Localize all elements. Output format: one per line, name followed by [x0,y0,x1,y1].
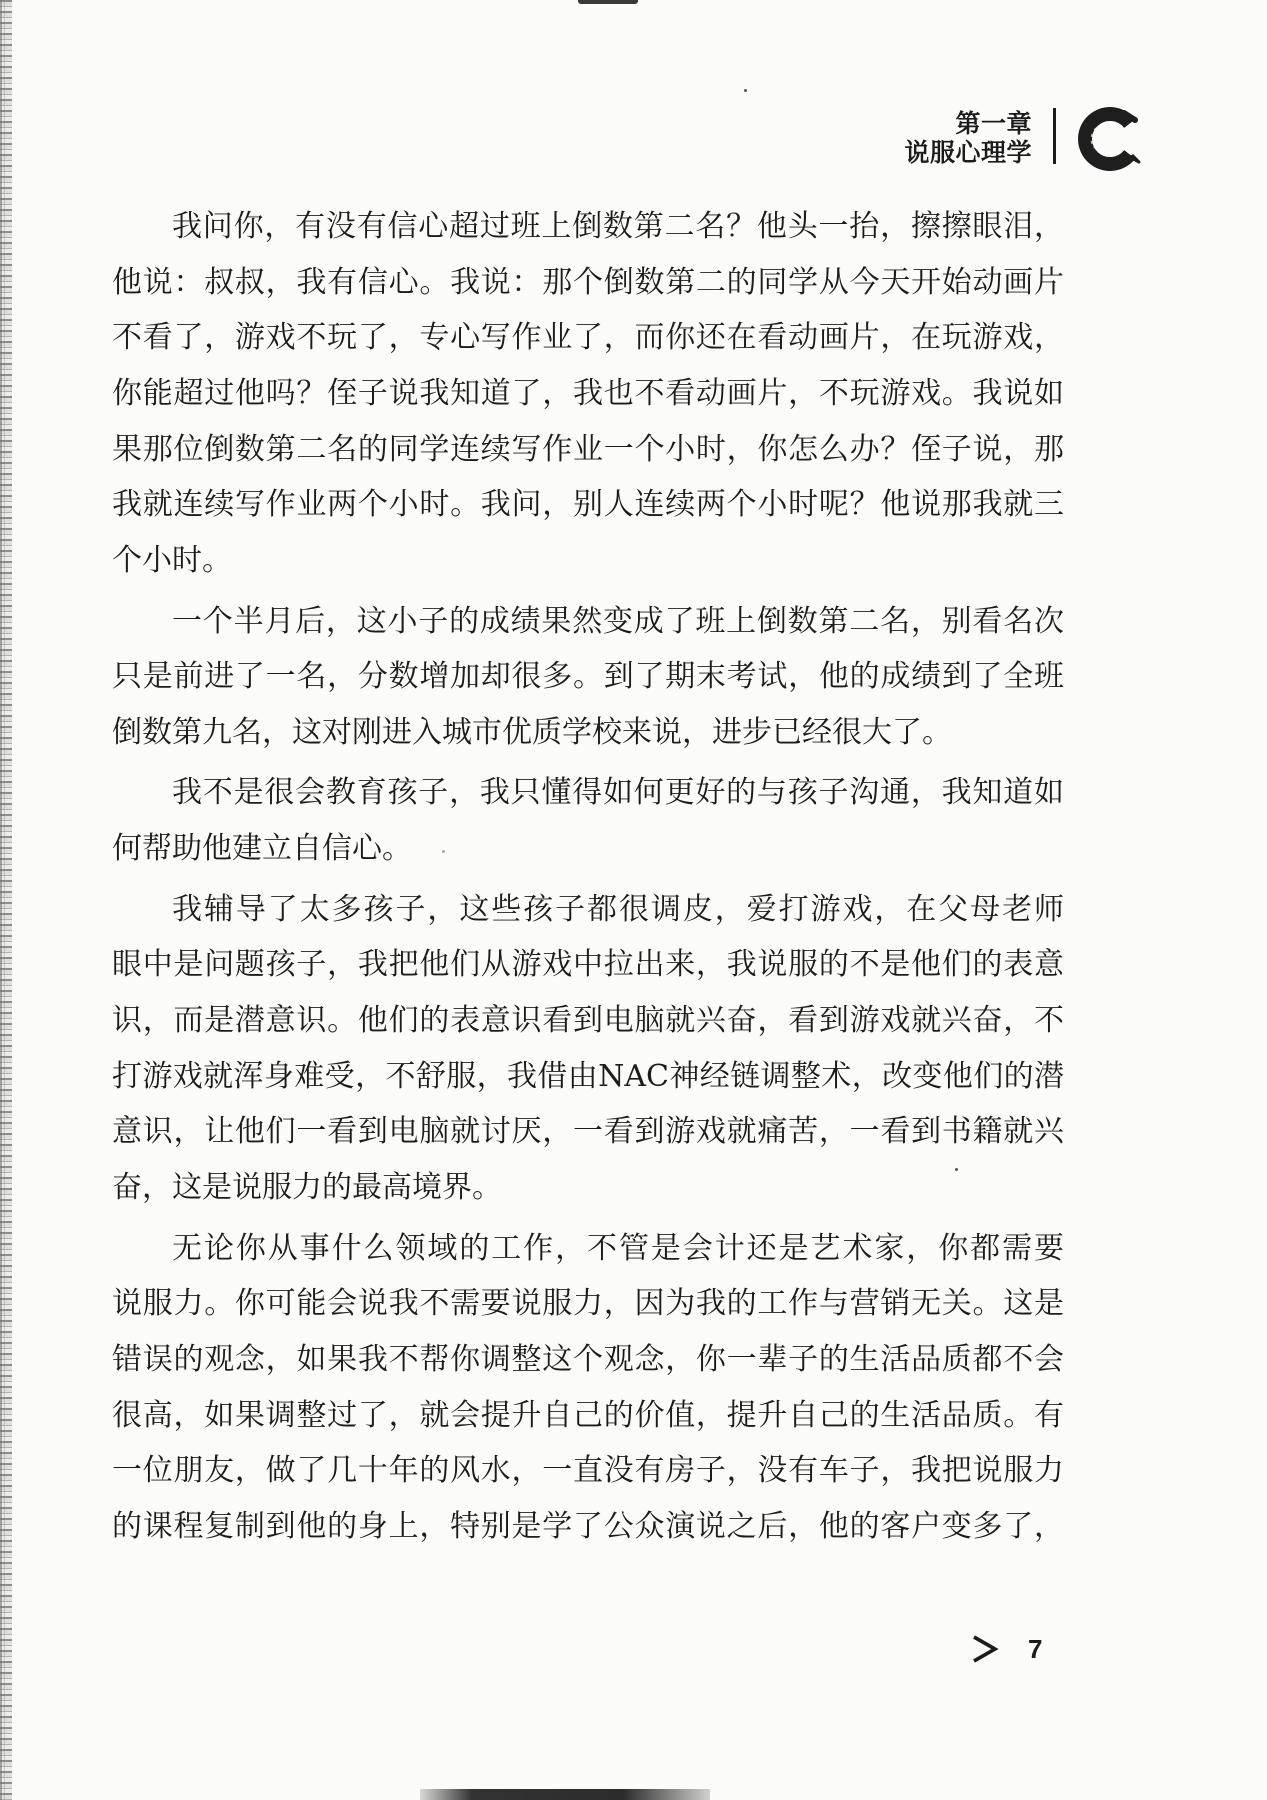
paragraph [112,594,1064,761]
paragraph [112,882,1064,1216]
header-divider [1053,108,1056,164]
book-title: 说服心理学 [904,139,1032,167]
brush-letter-c-logo-icon [1072,98,1152,180]
text-line: 我就连续写作业两个小时。我问，别人连续两个小时呢？他说那我就三 [112,487,1064,523]
text-line: 只是前进了一名，分数增加却很多。到了期末考试，他的成绩到了全班 [112,659,1064,695]
chapter-label: 第一章 [955,110,1032,138]
text-line: 何帮助他建立自信心。 [112,831,412,867]
text-line: 的课程复制到他的身上，特别是学了公众演说之后，他的客户变多了， [112,1509,1064,1544]
text-line: 他说：叔叔，我有信心。我说：那个倒数第二的同学从今天开始动画片 [112,264,1064,300]
text-line: 我不是很会教育孩子，我只懂得如何更好的与孩子沟通，我知道如 [172,775,1064,811]
chevron-right-icon [966,1630,1002,1668]
text-line: 说服力。你可能会说我不需要说服力，因为我的工作与营销无关。这是 [112,1286,1064,1322]
text-line: 倒数第九名，这对刚进入城市优质学校来说，进步已经很大了。 [112,714,952,750]
text-line: 一个半月后，这小子的成绩果然变成了班上倒数第二名，别看名次 [172,603,1064,639]
text-line: 意识，让他们一看到电脑就讨厌，一看到游戏就痛苦，一看到书籍就兴 [112,1114,1064,1150]
text-line: 奋，这是说服力的最高境界。 [112,1170,502,1206]
text-line: 很高，如果调整过了，就会提升自己的价值，提升自己的生活品质。有 [112,1397,1064,1433]
text-line: 个小时。 [112,543,232,579]
paragraph [112,1221,1064,1555]
text-line: 你能超过他吗？侄子说我知道了，我也不看动画片，不玩游戏。我说如 [112,376,1064,412]
paragraph [112,765,1064,876]
scan-speck [744,89,747,92]
text-line: 不看了，游戏不玩了，专心写作业了，而你还在看动画片，在玩游戏， [112,320,1064,356]
text-line: 一位朋友，做了几十年的风水，一直没有房子，没有车子，我把说服力 [112,1453,1064,1489]
text-line: 我辅导了太多孩子，这些孩子都很调皮，爱打游戏，在父母老师 [172,891,1064,927]
scan-smudge-top [578,0,638,4]
scan-smudge-bottom [420,1789,710,1800]
text-line: 眼中是问题孩子，我把他们从游戏中拉出来，我说服的不是他们的表意 [112,947,1064,983]
text-line: 打游戏就浑身难受，不舒服，我借由NAC神经链调整术，改变他们的潜 [112,1058,1064,1094]
text-line: 无论你从事什么领域的工作，不管是会计还是艺术家，你都需要 [172,1230,1064,1266]
paragraph [112,199,1064,589]
text-line: 我问你，有没有信心超过班上倒数第二名？他头一抬，擦擦眼泪， [172,209,1064,244]
page-number: 7 [1028,1634,1043,1664]
text-line: 识，而是潜意识。他们的表意识看到电脑就兴奋，看到游戏就兴奋，不 [112,1003,1064,1039]
text-line: 果那位倒数第二名的同学连续写作业一个小时，你怎么办？侄子说，那 [112,431,1064,467]
scan-edge-shadow [0,0,12,1800]
text-line: 错误的观念，如果我不帮你调整这个观念，你一辈子的生活品质都不会 [112,1341,1064,1377]
body-text [112,199,1064,1559]
